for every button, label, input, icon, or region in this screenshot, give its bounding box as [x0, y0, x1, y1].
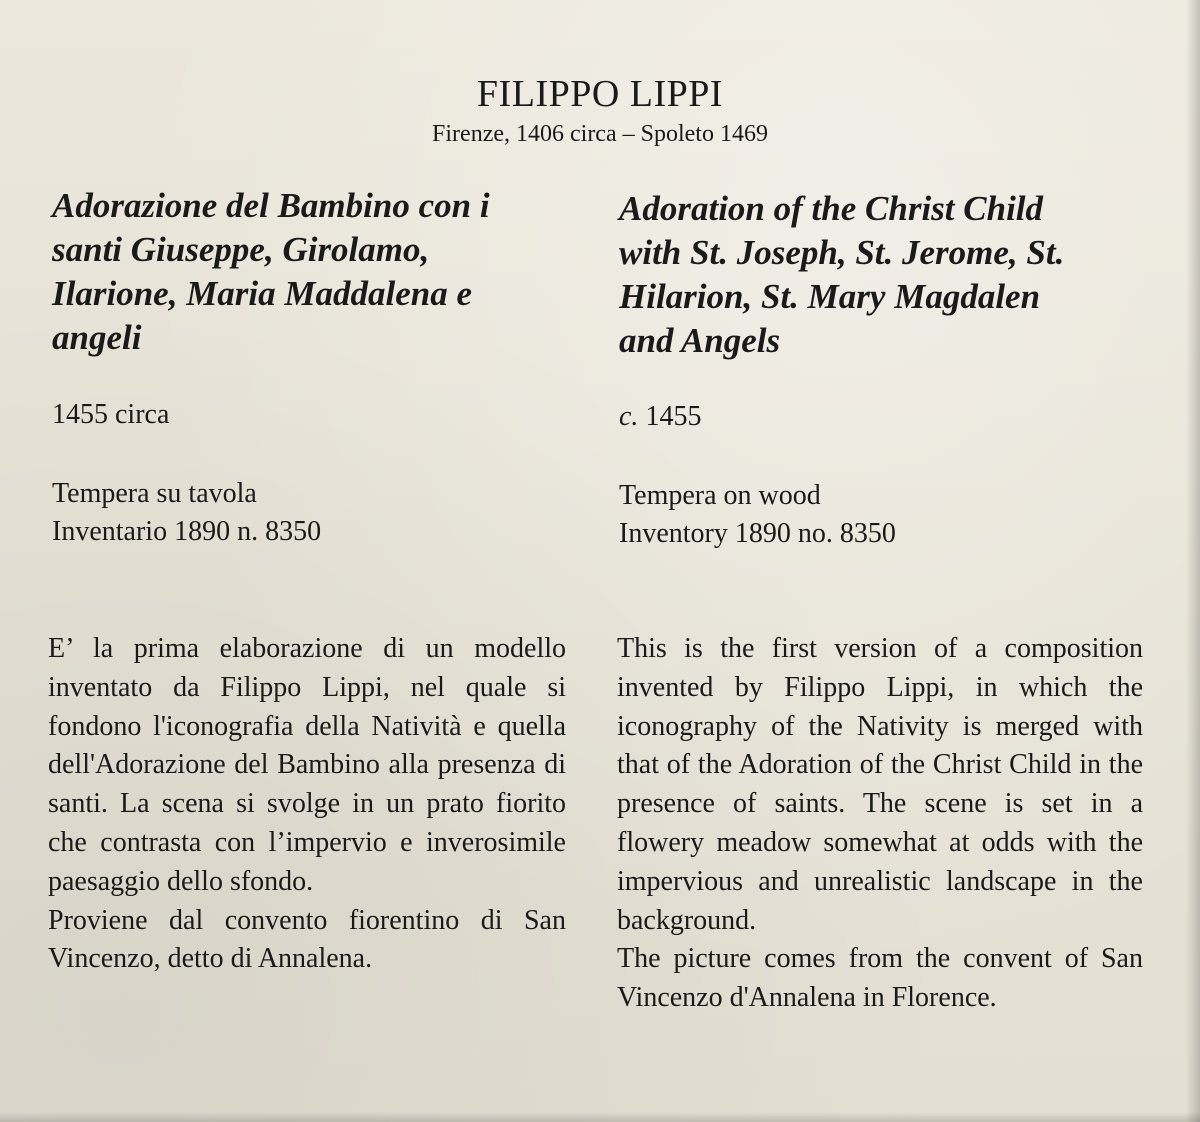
english-title: [619, 187, 1139, 363]
italian-title-line: angeli: [52, 318, 142, 357]
english-medium: Tempera on wood: [619, 480, 821, 511]
english-date-prefix: c.: [619, 401, 639, 432]
italian-title-line: Adorazione del Bambino con i: [52, 186, 490, 225]
label-edge-shadow-bottom: [0, 1112, 1200, 1122]
artist-lifespan: Firenze, 1406 circa – Spoleto 1469: [432, 121, 768, 147]
english-provenance-paragraph: The picture comes from the convent of San Vincenzo d'Annalena in Florence.: [617, 943, 1143, 1014]
english-inventory: Inventory 1890 no. 8350: [619, 518, 896, 549]
italian-title-line: Ilarione, Maria Maddalena e: [52, 274, 473, 313]
english-title-line: Hilarion, St. Mary Magdalen: [619, 277, 1041, 316]
english-title-line: with St. Joseph, St. Jerome, St.: [619, 233, 1065, 272]
english-date-year: 1455: [645, 401, 702, 432]
english-date: [619, 399, 701, 435]
english-title-line: and Angels: [619, 321, 781, 360]
english-description: [617, 630, 1143, 1018]
italian-details: [52, 475, 321, 551]
italian-description: [48, 630, 566, 979]
italian-title-line: santi Giuseppe, Girolamo,: [52, 230, 430, 269]
label-edge-shadow-right: [1186, 0, 1200, 1122]
artist-name: FILIPPO LIPPI: [476, 73, 724, 115]
italian-title: [52, 184, 572, 360]
english-details: [619, 477, 896, 553]
english-title-line: Adoration of the Christ Child: [619, 189, 1044, 228]
italian-medium: Tempera su tavola: [52, 478, 257, 509]
english-description-paragraph: This is the first version of a composition invented by Filippo Lippi, in which the iconography of the Nativity is merged with that of the Adoration of the Christ Child in the presence of saints. The scene is set in a flowery meadow somewhat at odds with the impervious and unrealistic landscape in the background.: [617, 633, 1143, 936]
italian-description-paragraph: E’ la prima elaborazione di un modello inventato da Filippo Lippi, nel quale si fondono l'iconografia della Natività e quella dell'Adorazione del Bambino alla presenza di santi. La scena si svolge in un prato fiorito che contrasta con l’impervio e inverosimile paesaggio dello sfondo.: [48, 633, 566, 897]
italian-date: 1455 circa: [52, 399, 170, 430]
italian-provenance-paragraph: Proviene dal convento fiorentino di San Vincenzo, detto di Annalena.: [48, 904, 566, 975]
italian-inventory: Inventario 1890 n. 8350: [52, 516, 322, 547]
